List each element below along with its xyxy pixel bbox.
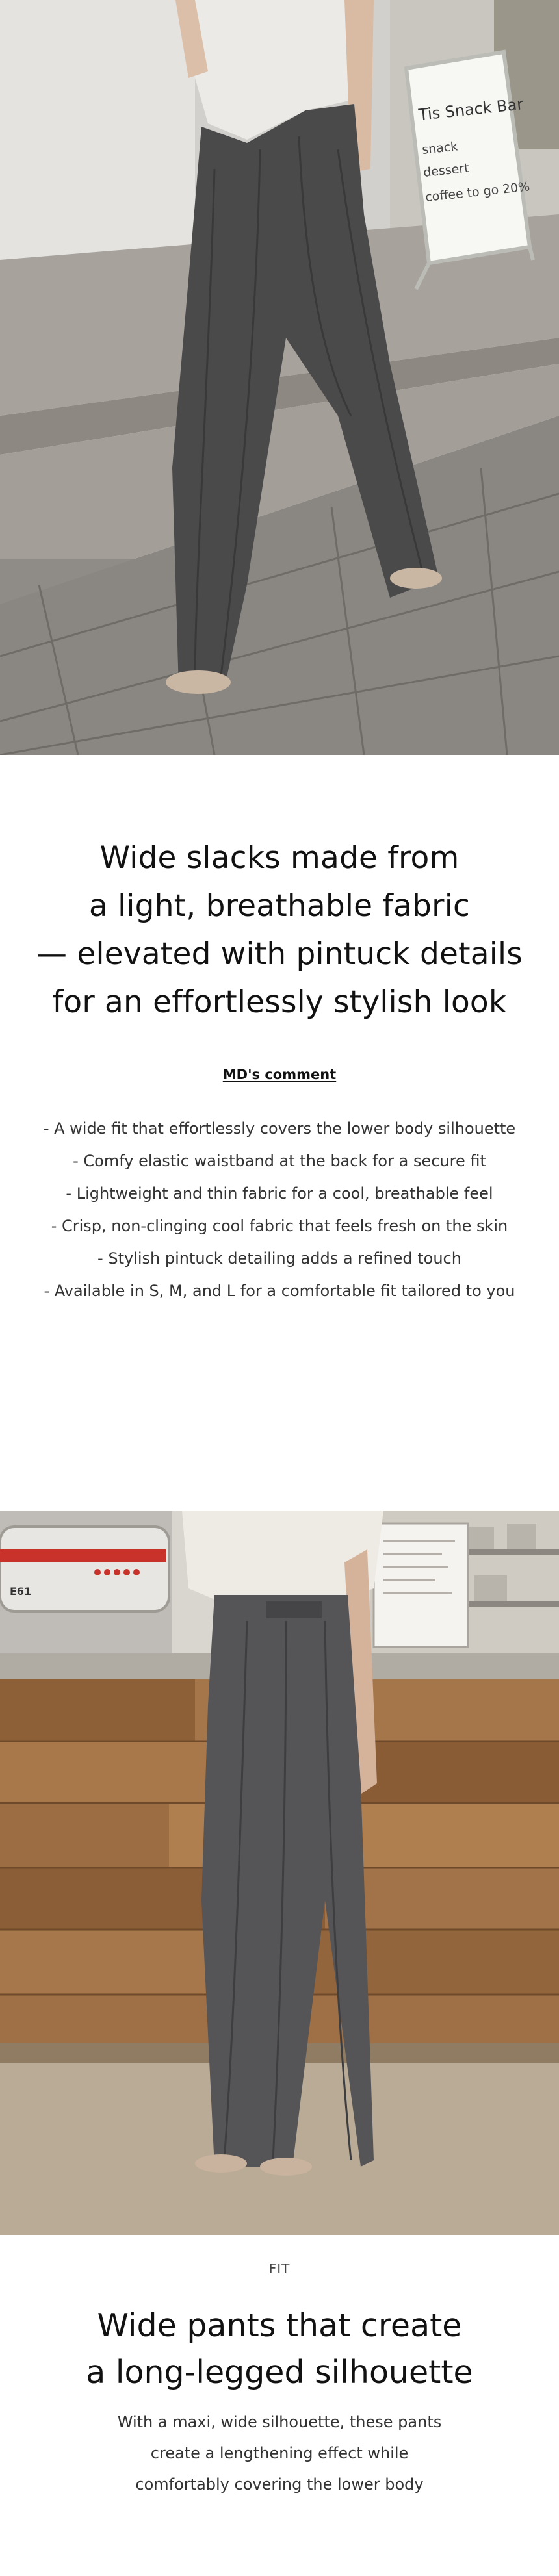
md-comment-list <box>0 1112 559 1307</box>
description-line: create a lengthening effect while <box>150 2444 409 2462</box>
list-item: - A wide fit that effortlessly covers the lower body silhouette <box>43 1119 516 1138</box>
list-item: - Stylish pintuck detailing adds a refined touch <box>98 1249 462 1268</box>
fit-section <box>0 2235 559 2500</box>
sign-title: Tis Snack Bar <box>417 95 525 124</box>
machine-label: E61 <box>10 1585 32 1598</box>
list-item: - Crisp, non-clinging cool fabric that feels fresh on the skin <box>51 1217 508 1235</box>
description-line: With a maxi, wide silhouette, these pants <box>117 2413 442 2431</box>
product-photo-cafe <box>0 1511 559 2235</box>
intro-section <box>0 755 559 1307</box>
fit-description <box>0 2406 559 2500</box>
street-photo-illustration <box>0 0 559 755</box>
intro-headline <box>0 834 559 1027</box>
list-item: - Lightweight and thin fabric for a cool, breathable feel <box>66 1184 493 1203</box>
sign-line: coffee to go 20% <box>424 179 531 205</box>
list-item: - Comfy elastic waistband at the back for a secure fit <box>73 1152 486 1170</box>
sign-line: snack <box>421 139 459 157</box>
cafe-photo-illustration <box>0 1511 559 2235</box>
headline-line: for an effortlessly stylish look <box>52 984 507 1020</box>
product-photo-street <box>0 0 559 755</box>
headline-line: Wide pants that create <box>97 2307 462 2344</box>
fit-label: FIT <box>268 2261 291 2276</box>
md-comment-title: MD's comment <box>222 1067 337 1082</box>
fit-headline <box>0 2302 559 2396</box>
headline-line: Wide slacks made from <box>99 840 460 876</box>
description-line: comfortably covering the lower body <box>135 2475 424 2493</box>
sign-line: dessert <box>422 160 470 180</box>
list-item: - Available in S, M, and L for a comfortable fit tailored to you <box>44 1282 515 1300</box>
headline-line: — elevated with pintuck details <box>36 936 523 972</box>
headline-line: a long-legged silhouette <box>86 2354 473 2391</box>
headline-line: a light, breathable fabric <box>89 888 470 924</box>
